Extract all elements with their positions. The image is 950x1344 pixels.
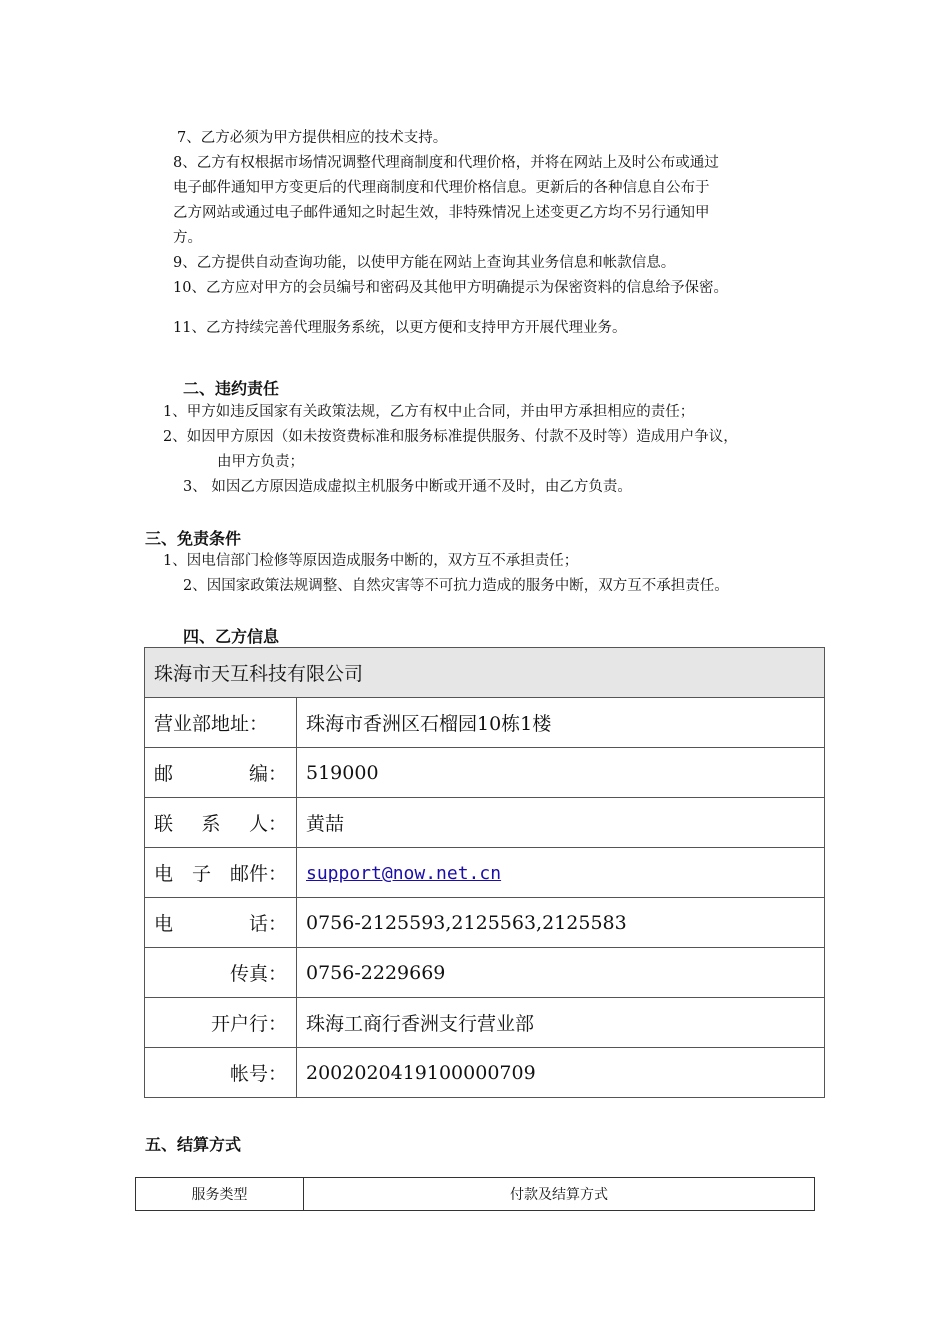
exemption-item-1: 1、因电信部门检修等原因造成服务中断的，双方互不承担责任； xyxy=(163,553,579,569)
email-label-part: 子 xyxy=(191,863,211,885)
contact-label xyxy=(145,798,297,848)
bank-label: 开户行： xyxy=(145,998,297,1048)
section-5-heading: 五、结算方式 xyxy=(145,1135,242,1154)
fax-row xyxy=(145,948,825,998)
email-label-part: 电 xyxy=(154,863,174,885)
clause-10: 10、乙方应对甲方的会员编号和密码及其他甲方明确提示为保密资料的信息给予保密。 xyxy=(173,280,728,296)
party-b-info-table xyxy=(144,647,825,1098)
phone-label xyxy=(145,898,297,948)
clause-8-line-3: 乙方网站或通过电子邮件通知之时起生效，非特殊情况上述变更乙方均不另行通知甲 xyxy=(173,205,710,221)
phone-row xyxy=(145,898,825,948)
liability-item-3: 3、 如因乙方原因造成虚拟主机服务中断或开通不及时，由乙方负责。 xyxy=(183,479,632,495)
liability-item-1: 1、甲方如违反国家有关政策法规，乙方有权中止合同，并由甲方承担相应的责任； xyxy=(163,404,695,420)
bank-value: 珠海工商行香洲支行营业部 xyxy=(297,998,825,1048)
postcode-value: 519000 xyxy=(297,748,825,798)
email-label xyxy=(145,848,297,898)
postcode-row xyxy=(145,748,825,798)
phone-label-part: 电 xyxy=(154,913,174,935)
clause-11: 11、乙方持续完善代理服务系统，以更方便和支持甲方开展代理业务。 xyxy=(173,320,627,336)
company-name: 珠海市天互科技有限公司 xyxy=(145,648,825,698)
settlement-header-row xyxy=(136,1178,815,1211)
address-row xyxy=(145,698,825,748)
contact-label-part: 联 xyxy=(154,813,174,835)
liability-item-2: 2、如因甲方原因（如未按资费标准和服务标准提供服务、付款不及时等）造成用户争议， xyxy=(163,429,738,445)
address-value: 珠海市香洲区石榴园10栋1楼 xyxy=(297,698,825,748)
clause-7: 7、乙方必须为甲方提供相应的技术支持。 xyxy=(177,130,448,146)
email-link[interactable]: support@now.net.cn xyxy=(306,862,502,884)
payment-method-header: 付款及结算方式 xyxy=(304,1178,815,1211)
fax-value: 0756-2229669 xyxy=(297,948,825,998)
liability-item-2-cont: 由甲方负责； xyxy=(217,454,304,470)
contact-row xyxy=(145,798,825,848)
section-4-heading: 四、乙方信息 xyxy=(183,627,280,646)
email-label-part: 邮件： xyxy=(229,863,287,885)
account-label: 帐号： xyxy=(145,1048,297,1098)
clause-8-line-1: 8、乙方有权根据市场情况调整代理商制度和代理价格，并将在网站上及时公布或通过 xyxy=(173,155,719,171)
settlement-table xyxy=(135,1177,815,1211)
section-3-heading: 三、免责条件 xyxy=(145,529,242,548)
postcode-label-part: 编： xyxy=(248,763,287,785)
email-value-cell xyxy=(297,848,825,898)
fax-label: 传真： xyxy=(145,948,297,998)
service-type-header: 服务类型 xyxy=(136,1178,304,1211)
phone-label-part: 话： xyxy=(248,913,287,935)
account-value: 2002020419100000709 xyxy=(297,1048,825,1098)
contact-label-part: 人： xyxy=(248,813,287,835)
email-row xyxy=(145,848,825,898)
postcode-label-part: 邮 xyxy=(154,763,174,785)
contact-label-part: 系 xyxy=(201,813,221,835)
exemption-item-2: 2、因国家政策法规调整、自然灾害等不可抗力造成的服务中断，双方互不承担责任。 xyxy=(183,578,729,594)
bank-row xyxy=(145,998,825,1048)
address-label: 营业部地址： xyxy=(145,698,297,748)
contact-value: 黄喆 xyxy=(297,798,825,848)
clause-8-line-2: 电子邮件通知甲方变更后的代理商制度和代理价格信息。更新后的各种信息自公布于 xyxy=(173,180,710,196)
section-2-heading: 二、违约责任 xyxy=(183,379,280,398)
phone-value: 0756-2125593,2125563,2125583 xyxy=(297,898,825,948)
clause-9: 9、乙方提供自动查询功能，以使甲方能在网站上查询其业务信息和帐款信息。 xyxy=(173,255,676,271)
postcode-label xyxy=(145,748,297,798)
clause-8-line-4: 方。 xyxy=(173,230,202,246)
company-row xyxy=(145,648,825,698)
account-row xyxy=(145,1048,825,1098)
